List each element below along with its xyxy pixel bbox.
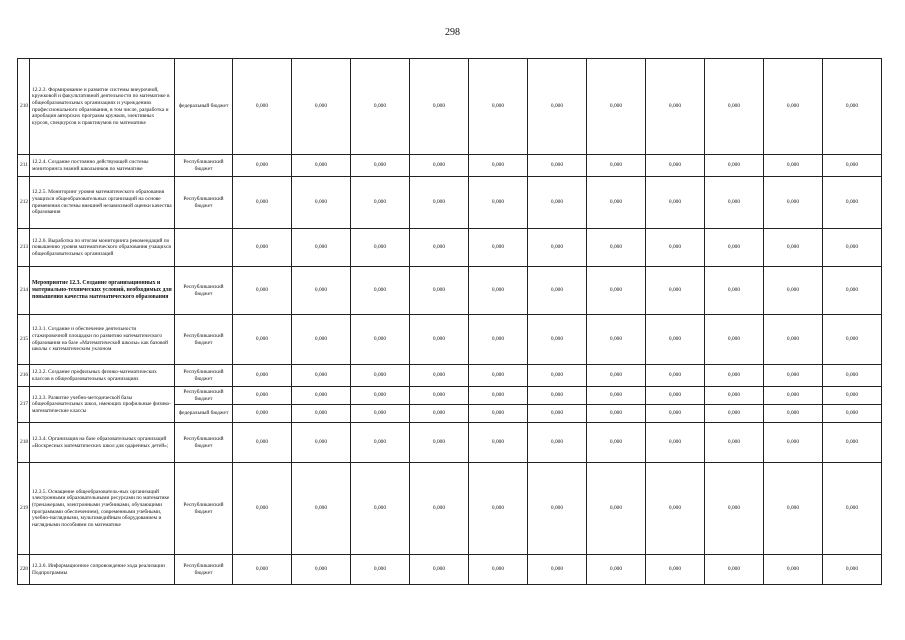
amount-cell: 0,000 [823,423,882,463]
funding-source: федеральный бюджет [175,59,233,155]
row-description: 12.3.1. Создание и обеспечение деятельности стажировочной площадки по развитию математического образования на базе «Математической школы» как базовой школы с математическим уклоном [30,315,175,365]
amount-cell: 0,000 [764,315,823,365]
amount-cell: 0,000 [469,177,528,229]
amount-cell: 0,000 [292,463,351,555]
row-number: 210 [18,59,30,155]
amount-cell: 0,000 [233,315,292,365]
amount-cell: 0,000 [587,177,646,229]
amount-cell: 0,000 [292,423,351,463]
table-row [18,423,882,463]
row-description: 12.3.6. Информационное сопровождение хода реализации Подпрограммы [30,555,175,585]
amount-cell: 0,000 [528,405,587,423]
amount-cell: 0,000 [351,387,410,405]
amount-cell: 0,000 [764,229,823,267]
amount-cell: 0,000 [705,315,764,365]
amount-cell: 0,000 [764,155,823,177]
amount-cell: 0,000 [233,59,292,155]
amount-cell: 0,000 [233,555,292,585]
amount-cell: 0,000 [528,387,587,405]
amount-cell: 0,000 [646,59,705,155]
amount-cell: 0,000 [646,405,705,423]
row-number: 219 [18,463,30,555]
amount-cell: 0,000 [233,155,292,177]
table-row [18,59,882,155]
amount-cell: 0,000 [705,555,764,585]
amount-cell: 0,000 [410,405,469,423]
amount-cell: 0,000 [823,267,882,315]
amount-cell: 0,000 [233,405,292,423]
amount-cell: 0,000 [351,177,410,229]
amount-cell: 0,000 [587,365,646,387]
amount-cell: 0,000 [410,155,469,177]
row-number: 218 [18,423,30,463]
amount-cell: 0,000 [528,177,587,229]
amount-cell: 0,000 [764,387,823,405]
amount-cell: 0,000 [646,463,705,555]
amount-cell: 0,000 [233,177,292,229]
amount-cell: 0,000 [823,365,882,387]
amount-cell: 0,000 [292,155,351,177]
amount-cell: 0,000 [469,463,528,555]
amount-cell: 0,000 [292,315,351,365]
amount-cell: 0,000 [351,229,410,267]
amount-cell: 0,000 [705,59,764,155]
row-number: 211 [18,155,30,177]
amount-cell: 0,000 [351,423,410,463]
budget-table [17,58,882,585]
amount-cell: 0,000 [646,229,705,267]
amount-cell: 0,000 [823,59,882,155]
amount-cell: 0,000 [528,423,587,463]
amount-cell: 0,000 [705,365,764,387]
amount-cell: 0,000 [705,463,764,555]
row-number: 220 [18,555,30,585]
amount-cell: 0,000 [587,405,646,423]
amount-cell: 0,000 [292,229,351,267]
table-row [18,365,882,387]
row-description: 12.2.5. Мониторинг уровня математического образования учащихся общеобразовательных организаций на основе применения системы внешней независимой оценки качества образования [30,177,175,229]
amount-cell: 0,000 [823,405,882,423]
amount-cell: 0,000 [587,387,646,405]
amount-cell: 0,000 [292,267,351,315]
row-description: 12.3.5. Оснащение общеобразователь-ных организаций электронными образовательными ресурсами по математике (тренажерами, электронными учебниками, обучающими программами обеспечением), современными учебными, учебно-наглядными, мультимедийным оборудованием и наглядными пособиями по математике [30,463,175,555]
amount-cell: 0,000 [233,229,292,267]
amount-cell: 0,000 [233,267,292,315]
amount-cell: 0,000 [764,463,823,555]
funding-source: Республиканский бюджет [175,177,233,229]
amount-cell: 0,000 [351,315,410,365]
row-description: 12.3.4. Организация на базе образовательных организаций «Воскресных математических школ для одаренных детей»; [30,423,175,463]
amount-cell: 0,000 [764,365,823,387]
amount-cell: 0,000 [469,155,528,177]
amount-cell: 0,000 [410,365,469,387]
amount-cell: 0,000 [587,315,646,365]
amount-cell: 0,000 [233,387,292,405]
funding-source: Республиканский бюджет [175,315,233,365]
amount-cell: 0,000 [528,267,587,315]
amount-cell: 0,000 [410,387,469,405]
amount-cell: 0,000 [351,405,410,423]
amount-cell: 0,000 [528,59,587,155]
amount-cell: 0,000 [292,555,351,585]
amount-cell: 0,000 [587,555,646,585]
table-row [18,267,882,315]
amount-cell: 0,000 [764,267,823,315]
amount-cell: 0,000 [823,229,882,267]
amount-cell: 0,000 [646,387,705,405]
amount-cell: 0,000 [351,155,410,177]
row-number: 214 [18,267,30,315]
funding-source: Республиканский бюджет [175,365,233,387]
amount-cell: 0,000 [705,267,764,315]
amount-cell: 0,000 [469,387,528,405]
amount-cell: 0,000 [469,405,528,423]
table-row [18,315,882,365]
amount-cell: 0,000 [646,155,705,177]
amount-cell: 0,000 [587,423,646,463]
amount-cell: 0,000 [764,59,823,155]
amount-cell: 0,000 [410,267,469,315]
row-number: 212 [18,177,30,229]
amount-cell: 0,000 [410,229,469,267]
amount-cell: 0,000 [705,229,764,267]
amount-cell: 0,000 [528,463,587,555]
amount-cell: 0,000 [351,59,410,155]
page-number: 298 [445,27,460,38]
budget-table-body [18,59,882,585]
amount-cell: 0,000 [646,267,705,315]
row-description: 12.3.3. Развитие учебно-методической базы общеобразовательных школ, имеющих профильные физико-математические классы [30,387,175,423]
amount-cell: 0,000 [528,155,587,177]
table-row [18,177,882,229]
amount-cell: 0,000 [705,405,764,423]
amount-cell: 0,000 [410,315,469,365]
amount-cell: 0,000 [351,365,410,387]
amount-cell: 0,000 [823,387,882,405]
row-description: 12.2.3. Формирование и развитие системы внеурочной, кружковой и факультативной деятельности по математике в общеобразовательных организациях и учреждениях профессионального образования, в том числе, разработка и апробация авторских программ кружков, элективных курсов, спецкурсов и практикумов по математике [30,59,175,155]
funding-source: Республиканский бюджет [175,387,233,405]
amount-cell: 0,000 [410,59,469,155]
amount-cell: 0,000 [646,315,705,365]
amount-cell: 0,000 [823,463,882,555]
amount-cell: 0,000 [469,365,528,387]
amount-cell: 0,000 [646,365,705,387]
amount-cell: 0,000 [410,177,469,229]
funding-source: Республиканский бюджет [175,155,233,177]
row-description: 12.2.4. Создание постоянно действующей системы мониторинга знаний школьников по математике [30,155,175,177]
amount-cell: 0,000 [292,405,351,423]
funding-source [175,229,233,267]
amount-cell: 0,000 [823,315,882,365]
amount-cell: 0,000 [528,229,587,267]
amount-cell: 0,000 [764,423,823,463]
amount-cell: 0,000 [351,267,410,315]
amount-cell: 0,000 [587,229,646,267]
amount-cell: 0,000 [351,555,410,585]
amount-cell: 0,000 [292,177,351,229]
amount-cell: 0,000 [764,177,823,229]
row-description: 12.3.2. Создание профильных физико-математических классов в общеобразовательных организациях [30,365,175,387]
amount-cell: 0,000 [587,59,646,155]
amount-cell: 0,000 [469,315,528,365]
amount-cell: 0,000 [469,423,528,463]
funding-source: Республиканский бюджет [175,555,233,585]
amount-cell: 0,000 [528,555,587,585]
row-number: 217 [18,387,30,423]
amount-cell: 0,000 [469,555,528,585]
amount-cell: 0,000 [646,423,705,463]
amount-cell: 0,000 [410,555,469,585]
amount-cell: 0,000 [292,365,351,387]
amount-cell: 0,000 [469,267,528,315]
table-row [18,229,882,267]
amount-cell: 0,000 [705,177,764,229]
amount-cell: 0,000 [587,155,646,177]
amount-cell: 0,000 [823,155,882,177]
amount-cell: 0,000 [292,59,351,155]
amount-cell: 0,000 [705,155,764,177]
amount-cell: 0,000 [705,387,764,405]
amount-cell: 0,000 [469,229,528,267]
amount-cell: 0,000 [764,405,823,423]
amount-cell: 0,000 [351,463,410,555]
row-number: 216 [18,365,30,387]
funding-source: Республиканский бюджет [175,423,233,463]
amount-cell: 0,000 [823,177,882,229]
funding-source: Республиканский бюджет [175,463,233,555]
amount-cell: 0,000 [587,267,646,315]
funding-source: федеральный бюджет [175,405,233,423]
amount-cell: 0,000 [292,387,351,405]
row-description: 12.2.6. Выработка по итогам мониторинга рекомендаций по повышению уровня математического образования учащихся общеобразовательных организаций [30,229,175,267]
row-number: 215 [18,315,30,365]
amount-cell: 0,000 [705,423,764,463]
row-number: 213 [18,229,30,267]
amount-cell: 0,000 [410,463,469,555]
amount-cell: 0,000 [646,555,705,585]
amount-cell: 0,000 [233,463,292,555]
amount-cell: 0,000 [233,423,292,463]
table-row [18,555,882,585]
amount-cell: 0,000 [410,423,469,463]
table-row [18,387,882,405]
amount-cell: 0,000 [764,555,823,585]
funding-source: Республиканский бюджет [175,267,233,315]
amount-cell: 0,000 [528,365,587,387]
table-row [18,463,882,555]
amount-cell: 0,000 [646,177,705,229]
amount-cell: 0,000 [823,555,882,585]
amount-cell: 0,000 [233,365,292,387]
row-description: Мероприятие 12.3. Создание организационных и материально-технических условий, необходимых для повышения качества математического образования [30,267,175,315]
amount-cell: 0,000 [469,59,528,155]
amount-cell: 0,000 [528,315,587,365]
table-row [18,155,882,177]
amount-cell: 0,000 [587,463,646,555]
